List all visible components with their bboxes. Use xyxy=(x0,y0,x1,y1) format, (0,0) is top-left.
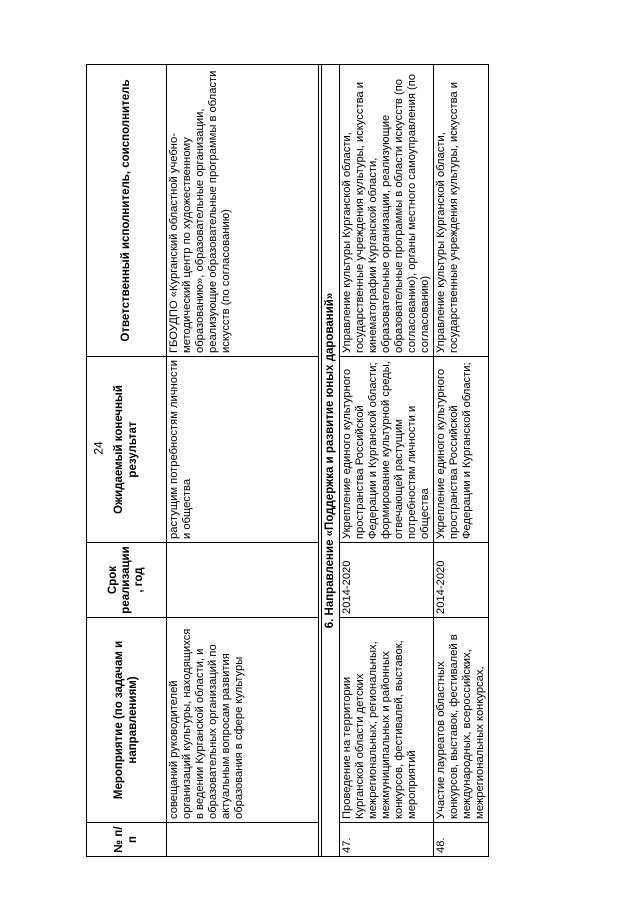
cell-num xyxy=(167,823,319,857)
cell-executor: Управление культуры Курганской области, государственные учреждения культуры, искусства и кинематографии Курганской области, образовательные организации, реализующие образовательные программы в области искусств (по согласованию), органы местного самоуправления (по согласованию) xyxy=(340,65,434,357)
header-executor: Ответственный исполнитель, соисполнитель xyxy=(87,65,167,357)
header-term: Срок реализации, год xyxy=(87,543,167,618)
page-number: 24 xyxy=(91,441,106,455)
cell-executor: Управление культуры Курганской области, государственные учреждения культуры, искусства и xyxy=(434,65,489,357)
section-row xyxy=(322,65,340,857)
cell-activity: Проведение на территории Курганской области детских межрегиональных, региональных, межмуниципальных и районных конкурсов, фестивалей, выставок, мероприятий xyxy=(340,618,434,823)
cell-term xyxy=(167,543,319,618)
cell-activity: Участие лауреатов областных конкурсов, выставок, фестивалей в международных, всероссийских, межрегиональных конкурсах, xyxy=(434,618,489,823)
table-row xyxy=(434,65,489,857)
table-row xyxy=(340,65,434,857)
header-result: Ожидаемый конечный результат xyxy=(87,357,167,543)
table-row xyxy=(167,65,319,857)
header-activity: Мероприятие (по задачам и направлениям) xyxy=(87,618,167,823)
cell-activity: совещаний руководителей организаций культуры, находящихся в ведении Курганской области, и образовательных организаций по актуальным вопросам развития образования в сфере культуры xyxy=(167,618,319,823)
program-table xyxy=(86,64,489,857)
cell-num: 47. xyxy=(340,823,434,857)
table-header-row xyxy=(87,65,167,857)
cell-executor: ГБОУДПО «Курганский областной учебно-методический центр по художественному образованию», образовательные организации, реализующие образовательные программы в области искусств (по согласованию) xyxy=(167,65,319,357)
cell-term: 2014-2020 xyxy=(340,543,434,618)
cell-num: 48. xyxy=(434,823,489,857)
header-num: № п/п xyxy=(87,823,167,857)
cell-result: Укрепление единого культурного пространства Российской Федерации и Курганской области; xyxy=(434,357,489,543)
rotated-page-content xyxy=(86,65,618,857)
section-title: 6. Направление «Поддержка и развитие юных дарований» xyxy=(322,65,340,857)
cell-term: 2014-2020 xyxy=(434,543,489,618)
cell-result: растущим потребностям личности и общества xyxy=(167,357,319,543)
cell-result: Укрепление единого культурного пространства Российской Федерации и Курганской области; формирование культурной среды, отвечающей растущим потребностям личности и общества xyxy=(340,357,434,543)
